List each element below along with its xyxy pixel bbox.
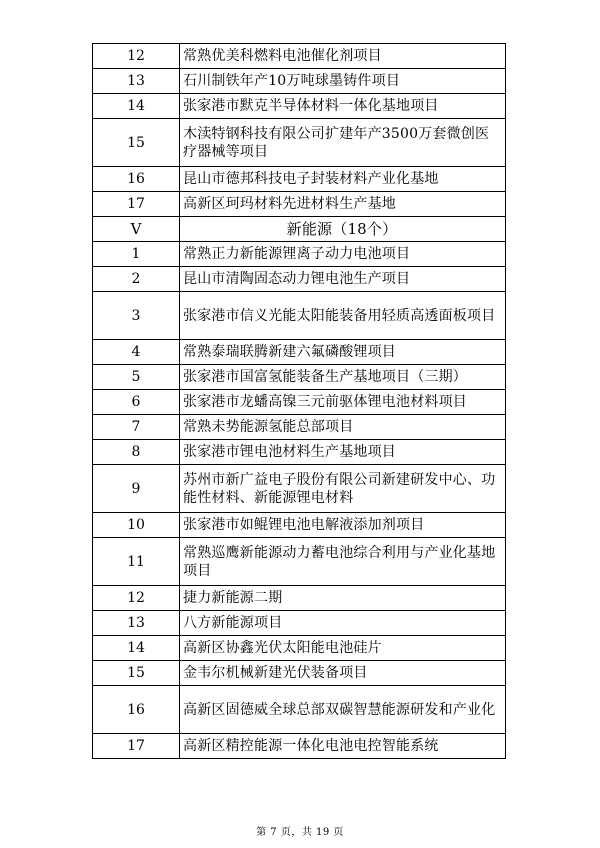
project-name: 张家港市龙蟠高镍三元前驱体锂电池材料项目 xyxy=(180,390,506,415)
project-name: 张家港市信义光能太阳能装备用轻质高透面板项目 xyxy=(180,292,506,340)
row-number: 14 xyxy=(93,94,180,119)
project-table xyxy=(92,43,506,759)
row-number: 4 xyxy=(93,340,180,365)
table-row xyxy=(93,267,506,292)
project-name: 常熟正力新能源锂离子动力电池项目 xyxy=(180,242,506,267)
project-name: 常熟泰瑞联腾新建六氟磷酸锂项目 xyxy=(180,340,506,365)
project-name: 高新区精控能源一体化电池电控智能系统 xyxy=(180,734,506,759)
row-number: 1 xyxy=(93,242,180,267)
table-row xyxy=(93,636,506,661)
row-number: 3 xyxy=(93,292,180,340)
row-number: 15 xyxy=(93,119,180,167)
project-name: 张家港市锂电池材料生产基地项目 xyxy=(180,440,506,465)
row-number: 12 xyxy=(93,44,180,69)
row-number: 8 xyxy=(93,440,180,465)
row-number: 16 xyxy=(93,167,180,192)
section-number: V xyxy=(93,217,180,242)
project-name: 金韦尔机械新建光伏装备项目 xyxy=(180,661,506,686)
table-row xyxy=(93,340,506,365)
page-footer: 第 7 页，共 19 页 xyxy=(256,827,344,838)
row-number: 2 xyxy=(93,267,180,292)
project-name: 木渎特钢科技有限公司扩建年产3500万套微创医疗器械等项目 xyxy=(180,119,506,167)
table-row xyxy=(93,44,506,69)
row-number: 11 xyxy=(93,538,180,586)
table-row xyxy=(93,538,506,586)
section-header-row xyxy=(93,217,506,242)
table-row xyxy=(93,465,506,513)
table-row xyxy=(93,415,506,440)
table-row xyxy=(93,365,506,390)
table-row xyxy=(93,242,506,267)
project-name: 昆山市清陶固态动力锂电池生产项目 xyxy=(180,267,506,292)
row-number: 17 xyxy=(93,192,180,217)
table-row xyxy=(93,586,506,611)
table-row xyxy=(93,192,506,217)
project-name: 张家港市国富氢能装备生产基地项目（三期） xyxy=(180,365,506,390)
table-row xyxy=(93,513,506,538)
table-row xyxy=(93,390,506,415)
project-name: 昆山市德邦科技电子封装材料产业化基地 xyxy=(180,167,506,192)
project-name: 常熟优美科燃料电池催化剂项目 xyxy=(180,44,506,69)
project-name: 苏州市新广益电子股份有限公司新建研发中心、功能性材料、新能源锂电材料 xyxy=(180,465,506,513)
table-row xyxy=(93,94,506,119)
project-name: 高新区固德威全球总部双碳智慧能源研发和产业化 xyxy=(180,686,506,734)
row-number: 9 xyxy=(93,465,180,513)
project-name: 捷力新能源二期 xyxy=(180,586,506,611)
row-number: 13 xyxy=(93,69,180,94)
project-name: 八方新能源项目 xyxy=(180,611,506,636)
table-row xyxy=(93,440,506,465)
project-name: 常熟巡鹰新能源动力蓄电池综合利用与产业化基地项目 xyxy=(180,538,506,586)
row-number: 6 xyxy=(93,390,180,415)
row-number: 14 xyxy=(93,636,180,661)
project-name: 常熟未势能源氢能总部项目 xyxy=(180,415,506,440)
table-row xyxy=(93,661,506,686)
table-row xyxy=(93,292,506,340)
row-number: 13 xyxy=(93,611,180,636)
table-row xyxy=(93,611,506,636)
row-number: 16 xyxy=(93,686,180,734)
project-name: 张家港市如鲲锂电池电解液添加剂项目 xyxy=(180,513,506,538)
table-row xyxy=(93,69,506,94)
row-number: 10 xyxy=(93,513,180,538)
table-row xyxy=(93,119,506,167)
table-row xyxy=(93,734,506,759)
project-name: 张家港市默克半导体材料一体化基地项目 xyxy=(180,94,506,119)
table-row xyxy=(93,167,506,192)
project-name: 高新区珂玛材料先进材料生产基地 xyxy=(180,192,506,217)
row-number: 15 xyxy=(93,661,180,686)
row-number: 5 xyxy=(93,365,180,390)
row-number: 7 xyxy=(93,415,180,440)
table-row xyxy=(93,686,506,734)
project-name: 高新区协鑫光伏太阳能电池硅片 xyxy=(180,636,506,661)
section-title: 新能源（18个） xyxy=(180,217,506,242)
project-table-body xyxy=(93,44,506,759)
row-number: 12 xyxy=(93,586,180,611)
row-number: 17 xyxy=(93,734,180,759)
project-name: 石川制铁年产10万吨球墨铸件项目 xyxy=(180,69,506,94)
